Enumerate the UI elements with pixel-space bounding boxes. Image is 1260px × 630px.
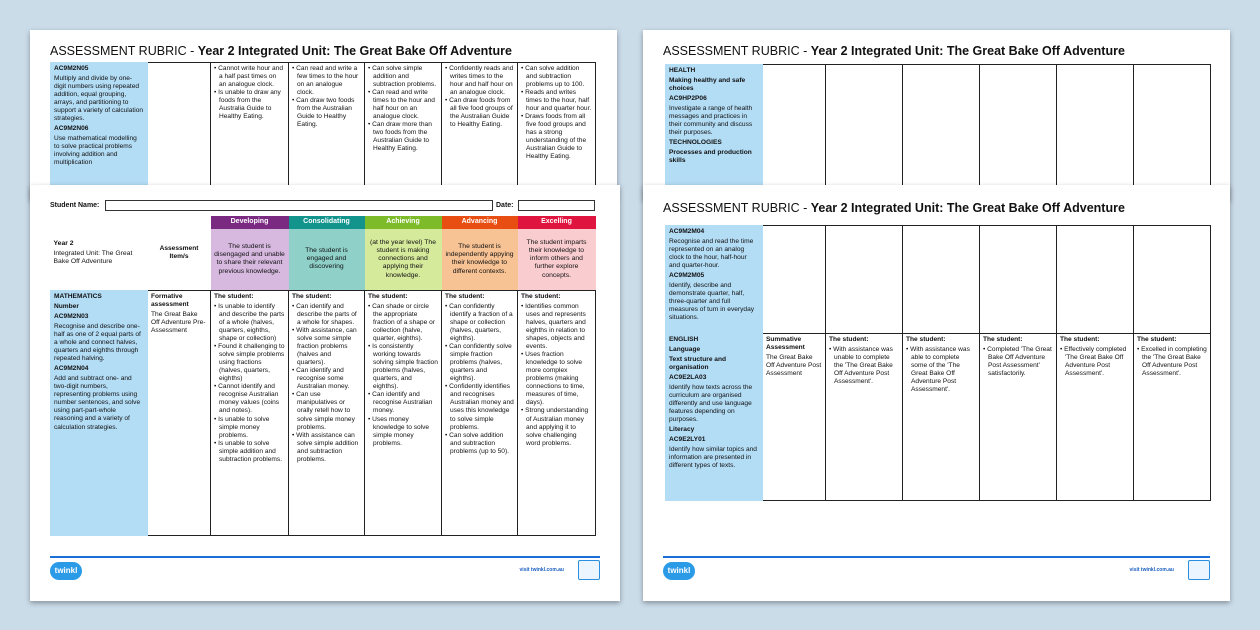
level-consolidating-header: Consolidating [289, 216, 365, 229]
cell-text: Recognise and describe one-half as one of 2 equal parts of a whole and connect halves, quarters and eighths through repeated halving. [54, 323, 141, 363]
cell-heading: AC9E2LA03 [669, 374, 707, 382]
criteria-list [368, 65, 438, 153]
student-lead: The student: [214, 293, 254, 301]
rubric-cell [826, 226, 903, 334]
level-achieving-header: Achieving [365, 216, 442, 229]
criteria-list [521, 303, 592, 448]
criteria-list [445, 303, 514, 456]
criteria-item: • Can identify and recognise Australian money. [368, 391, 438, 415]
rubric-cell [1057, 334, 1134, 501]
criteria-list [1137, 346, 1207, 378]
criteria-item: • Confidently reads and writes times to the hour and half hour on an analogue clock. [445, 65, 514, 97]
twinkl-logo[interactable]: twinkl [50, 562, 82, 580]
rubric-cell [1134, 65, 1211, 201]
criteria-list [521, 65, 592, 161]
cell-heading: AC9M2N05 [54, 65, 89, 72]
assessment-cell [148, 63, 211, 201]
cell-text: Identify how texts across the curriculum are organised differently and use language features depending on purposes. [669, 384, 753, 424]
cell-heading: Language [669, 346, 701, 354]
assessment-cell [148, 291, 211, 536]
cell-heading: MATHEMATICS [54, 293, 102, 301]
assessment-cell [763, 334, 826, 501]
criteria-list [829, 346, 899, 386]
criteria-list [368, 303, 438, 448]
quality-badge-icon [1188, 560, 1210, 580]
criteria-item: • Draws foods from all five food groups and has a strong understanding of the Australian Guide to Healthy Eating. [521, 113, 592, 161]
student-lead: The student: [1060, 336, 1100, 343]
student-lead: The student: [983, 336, 1023, 343]
rubric-cell [289, 291, 365, 536]
criteria-item: • Can identify and describe the parts of a whole for shapes. [292, 303, 361, 327]
level-excelling-description: The student imparts their knowledge to inform others and further explore concepts. [518, 229, 596, 291]
curriculum-cell [51, 63, 148, 201]
back-page-right [643, 30, 1230, 200]
criteria-list [1060, 346, 1130, 378]
student-lead: The student: [445, 293, 485, 301]
student-name-label: Student Name: [50, 202, 100, 209]
front-page-right [643, 185, 1230, 601]
rubric-cell [826, 334, 903, 501]
cell-text: The Great Bake Off Adventure Pre-Assessment [151, 311, 206, 335]
criteria-item: • Found it challenging to solve simple problems using fractions (halves, quarters, eighths) [214, 343, 285, 383]
rubric-cell [980, 334, 1057, 501]
cell-heading: Text structure and organisation [669, 356, 727, 372]
level-consolidating-description: The student is engaged and discovering [289, 229, 365, 291]
front-page-left [30, 185, 620, 601]
footer-divider [50, 556, 600, 558]
cell-text: Multiply and divide by one-digit numbers using repeated addition, equal grouping, arrays, and partitioning to support a variety of calculation strategies. [54, 75, 144, 123]
rubric-table [50, 62, 596, 200]
page-title: ASSESSMENT RUBRIC - Year 2 Integrated Unit: The Great Bake Off Adventure [663, 201, 1125, 215]
criteria-item: • Excelled in completing the 'The Great Bake Off Adventure Post Assessment'. [1137, 346, 1207, 378]
level-developing-header: Developing [211, 216, 289, 229]
twinkl-logo[interactable]: twinkl [663, 562, 695, 580]
rubric-cell [903, 65, 980, 201]
curriculum-cell [666, 65, 763, 201]
level-advancing-header: Advancing [442, 216, 518, 229]
date-label: Date: [496, 202, 514, 209]
cell-text: Investigate a range of health messages and practices in their community and discuss their purposes. [669, 105, 753, 137]
rubric-cell [365, 291, 442, 536]
criteria-list [906, 346, 976, 394]
curriculum-cell [666, 226, 763, 334]
cell-heading: AC9M2N04 [54, 365, 89, 373]
rubric-cell [903, 226, 980, 334]
rubric-cell [442, 63, 518, 201]
criteria-item: • With assistance was unable to complete the 'The Great Bake Off Adventure Post Assessment'. [829, 346, 899, 386]
rubric-cell [518, 291, 596, 536]
cell-heading: ENGLISH [669, 336, 699, 343]
criteria-item: • Can solve simple addition and subtraction problems. [368, 65, 438, 89]
rubric-table [50, 216, 596, 536]
rubric-cell [518, 63, 596, 201]
criteria-item: • Cannot write hour and a half past times on an analogue clock. [214, 65, 285, 89]
criteria-item: • Can draw more than two foods from the Australian Guide to Healthy Eating. [368, 121, 438, 153]
rubric-cell [826, 65, 903, 201]
criteria-list [445, 65, 514, 129]
level-advancing-description: The student is independently appying their knowledge to different contexts. [442, 229, 518, 291]
cell-heading: AC9M2N03 [54, 313, 89, 321]
level-achieving-description: (at the year level) The student is making connections and applying their knowledge. [365, 229, 442, 291]
criteria-item: • Reads and writes times to the hour, half hour and quarter hour. [521, 89, 592, 113]
criteria-item: • Can read and write times to the hour and half hour on an analogue clock. [368, 89, 438, 121]
rubric-cell [980, 226, 1057, 334]
criteria-list [214, 303, 285, 464]
criteria-item: • Is unable to solve simple addition and subtraction problems. [214, 440, 285, 464]
cell-heading: AC9E2LY01 [669, 436, 706, 444]
criteria-item: • Can use manipulatives or orally retell how to solve simple money problems. [292, 391, 361, 431]
assessment-header: Assessment Item/s [159, 244, 199, 261]
level-developing-description: The student is disengaged and unable to share their relevant previous knowledge. [211, 229, 289, 291]
criteria-item: • Uses money knowledge to solve simple money problems. [368, 416, 438, 448]
cell-text: Use mathematical modelling to solve practical problems involving addition and multiplication [54, 135, 137, 167]
cell-heading: AC9M2N06 [54, 125, 89, 133]
criteria-item: • Identifies common uses and represents halves, quarters and eighths in relation to shapes, objects and events. [521, 303, 592, 351]
curriculum-cell [666, 334, 763, 501]
criteria-item: • Can draw two foods from the Australian Guide to Healthy Eating. [292, 97, 361, 129]
curriculum-cell [51, 291, 148, 536]
rubric-table [665, 64, 1211, 200]
visit-link[interactable]: visit twinkl.com.au [1129, 567, 1174, 573]
cell-text: Add and subtract one- and two-digit numbers, representing problems using number sentences, and solve using part-part-whole reasoning and a variety of calculation strategies. [54, 375, 141, 431]
page-title: ASSESSMENT RUBRIC - Year 2 Integrated Unit: The Great Bake Off Adventure [663, 44, 1125, 58]
rubric-cell [903, 334, 980, 501]
student-lead: The student: [906, 336, 946, 343]
year-label: Year 2 [53, 239, 74, 247]
criteria-item: • Completed 'The Great Bake Off Adventure Post Assessment' satisfactorily. [983, 346, 1053, 378]
cell-heading: AC9HP2P06 [669, 95, 707, 103]
criteria-item: • Is unable to identify and describe the parts of a whole (halves, quarters, eighths, shape or collection) [214, 303, 285, 343]
cell-heading: HEALTH [669, 67, 696, 74]
criteria-item: • Can draw foods from all five food groups of the Australian Guide to Healthy Eating. [445, 97, 514, 129]
criteria-list [214, 65, 285, 121]
cell-heading: TECHNOLOGIES [669, 139, 722, 147]
cell-heading: Number [54, 303, 79, 311]
criteria-item: • Effectively completed 'The Great Bake Off Adventure Post Assessment'. [1060, 346, 1130, 378]
criteria-item: • With assistance was able to complete some of the 'The Great Bake Off Adventure Post Assessment'. [906, 346, 976, 394]
rubric-cell [1057, 65, 1134, 201]
student-lead: The student: [521, 293, 561, 301]
criteria-item: • Confidently identifies and recognises Australian money and uses this knowledge to solve simple problems. [445, 383, 514, 431]
cell-text: The Great Bake Off Adventure Post Assessment [766, 354, 822, 378]
cell-heading: Literacy [669, 426, 695, 434]
cell-heading: AC9M2M05 [669, 272, 705, 280]
cell-heading: Formative assessment [151, 293, 189, 309]
rubric-table [665, 225, 1211, 501]
criteria-item: • With assistance, can solve some simple fraction problems (halves and quarters). [292, 327, 361, 367]
rubric-cell [1134, 334, 1211, 501]
rubric-cell [980, 65, 1057, 201]
criteria-list [983, 346, 1053, 378]
student-name-field[interactable] [105, 200, 493, 211]
criteria-item: • Uses fraction knowledge to solve more complex problems (making connections to time, measures of time, days). [521, 351, 592, 407]
criteria-item: • Can solve addition and subtraction problems (up to 50). [445, 432, 514, 456]
cell-heading: Summative Assessment [766, 336, 805, 352]
footer-divider [663, 556, 1210, 558]
student-lead: The student: [292, 293, 332, 301]
cell-heading: Making healthy and safe choices [669, 77, 746, 93]
unit-label: Integrated Unit: The Great Bake Off Adventure [53, 249, 133, 266]
criteria-item: • Can read and write a few times to the hour on an analogue clock. [292, 65, 361, 97]
criteria-item: • Can solve addition and subtraction problems up to 100. [521, 65, 592, 89]
rubric-cell [211, 291, 289, 536]
rubric-cell [1134, 226, 1211, 334]
rubric-cell [289, 63, 365, 201]
student-lead: The student: [829, 336, 869, 343]
cell-heading: Processes and production skills [669, 149, 752, 165]
page-title: ASSESSMENT RUBRIC - Year 2 Integrated Unit: The Great Bake Off Adventure [50, 44, 512, 58]
cell-text: Identify, describe and demonstrate quarter, half, three-quarter and full measures of turn in everyday situations. [669, 282, 755, 322]
student-lead: The student: [1137, 336, 1177, 343]
cell-text: Recognise and read the time represented on an analog clock to the hour, half-hour and quarter-hour. [669, 238, 754, 270]
criteria-item: • Can identify and recognise some Australian money. [292, 367, 361, 391]
visit-link[interactable]: visit twinkl.com.au [519, 567, 564, 573]
criteria-item: • Is unable to draw any foods from the Australia Guide to Healthy Eating. [214, 89, 285, 121]
criteria-list [292, 65, 361, 129]
student-lead: The student: [368, 293, 408, 301]
back-page-left [30, 30, 617, 200]
rubric-cell [365, 63, 442, 201]
unit-heading [51, 216, 148, 291]
criteria-item: • With assistance can solve simple addition and subtraction problems. [292, 432, 361, 464]
criteria-item: • Cannot identify and recognise Australian money values (coins and notes). [214, 383, 285, 415]
assessment-cell [763, 65, 826, 201]
criteria-item: • Can shade or circle the appropriate fraction of a shape or collection (halve, quarter, eighths). [368, 303, 438, 343]
criteria-item: • Strong understanding of Australian money and applying it to solve challenging word problems. [521, 407, 592, 447]
criteria-item: • Is consistently working towards solving simple fraction problems (halves, quarters, and eighths). [368, 343, 438, 391]
assessment-cell [763, 226, 826, 334]
cell-text: Identify how similar topics and information are presented in different types of texts. [669, 446, 757, 470]
criteria-item: • Is unable to solve simple money problems. [214, 416, 285, 440]
cell-heading: AC9M2M04 [669, 228, 705, 235]
rubric-cell [211, 63, 289, 201]
criteria-item: • Can confidently identify a fraction of a shape or collection (halves, quarters, eighths). [445, 303, 514, 343]
criteria-item: • Can confidently solve simple fraction problems (halves, quarters and eighths). [445, 343, 514, 383]
level-excelling-header: Excelling [518, 216, 596, 229]
criteria-list [292, 303, 361, 464]
rubric-cell [1057, 226, 1134, 334]
quality-badge-icon [578, 560, 600, 580]
date-field[interactable] [518, 200, 595, 211]
rubric-cell [442, 291, 518, 536]
